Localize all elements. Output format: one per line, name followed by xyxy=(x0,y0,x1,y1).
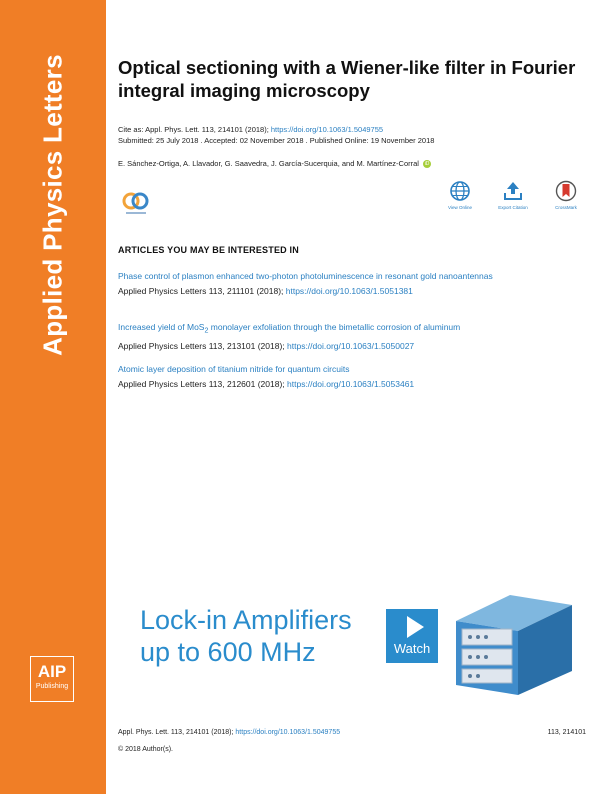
related-article-citation xyxy=(118,285,588,297)
related-article-title-link[interactable]: Atomic layer deposition of titanium nitride for quantum circuits xyxy=(118,364,350,374)
open-access-icon xyxy=(120,189,152,219)
related-article xyxy=(118,363,588,390)
related-article-title-link[interactable]: Phase control of plasmon enhanced two-photon photoluminescence in resonant gold nanoantennas xyxy=(118,271,493,281)
dates-line: Submitted: 25 July 2018 . Accepted: 02 November 2018 . Published Online: 19 November 2018 xyxy=(118,136,435,145)
footer-doi-link[interactable]: https://doi.org/10.1063/1.5049755 xyxy=(235,729,341,736)
related-doi-link[interactable]: https://doi.org/10.1063/1.5053461 xyxy=(287,379,415,389)
advertisement-banner[interactable] xyxy=(124,585,576,697)
footer-citation-text: Appl. Phys. Lett. 113, 214101 (2018); xyxy=(118,729,236,736)
ad-headline-line1: Lock-in Amplifiers xyxy=(140,605,352,635)
export-citation-button[interactable] xyxy=(493,180,533,210)
related-citation-text: Applied Physics Letters 113, 211101 (2018); xyxy=(118,286,286,296)
related-citation-text: Applied Physics Letters 113, 212601 (2018); xyxy=(118,379,288,389)
footer-page-ref: 113, 214101 xyxy=(547,729,586,736)
authors-text: E. Sánchez-Ortiga, A. Llavador, G. Saavedra, J. García-Sucerquia, and M. Martínez-Corral xyxy=(118,159,419,168)
journal-sidebar xyxy=(0,0,106,794)
crossmark-button[interactable] xyxy=(546,180,586,210)
logo-publishing-text: Publishing xyxy=(35,683,69,690)
citation-doi-link[interactable]: https://doi.org/10.1063/1.5049755 xyxy=(270,125,384,134)
footer-citation xyxy=(118,729,340,736)
ad-headline-line2: up to 600 MHz xyxy=(140,637,316,667)
watch-button[interactable] xyxy=(386,609,438,663)
crossmark-label: CrossMark xyxy=(555,205,577,210)
related-title-pre: Increased yield of MoS xyxy=(118,322,205,332)
copyright-notice: © 2018 Author(s). xyxy=(118,746,173,753)
related-article-title-link[interactable] xyxy=(118,322,461,335)
related-articles-heading: ARTICLES YOU MAY BE INTERESTED IN xyxy=(118,245,299,255)
crossmark-icon xyxy=(555,180,577,202)
watch-label: Watch xyxy=(393,641,431,656)
related-citation-text: Applied Physics Letters 113, 213101 (2018); xyxy=(118,340,288,351)
citation-text: Cite as: Appl. Phys. Lett. 113, 214101 (2018); xyxy=(118,125,271,134)
upload-icon xyxy=(502,180,524,202)
view-online-label: View Online xyxy=(448,205,472,210)
journal-name: Applied Physics Letters xyxy=(37,54,68,356)
related-doi-link[interactable]: https://doi.org/10.1063/1.5050027 xyxy=(287,340,415,351)
related-article xyxy=(118,321,588,352)
related-title-sub: 2 xyxy=(204,326,209,335)
citation-line xyxy=(118,125,383,134)
related-article xyxy=(118,270,588,297)
authors-line xyxy=(118,159,431,168)
logo-aip-text: AIP xyxy=(37,662,67,681)
article-title: Optical sectioning with a Wiener-like filter in Fourier integral imaging microscopy xyxy=(118,57,576,101)
related-article-citation xyxy=(118,378,588,390)
related-doi-link[interactable]: https://doi.org/10.1063/1.5051381 xyxy=(285,286,413,296)
lock-in-amplifier-instrument-image xyxy=(452,591,576,697)
aip-publishing-logo[interactable] xyxy=(30,656,74,702)
view-online-button[interactable] xyxy=(440,180,480,210)
export-citation-label: Export Citation xyxy=(498,205,528,210)
globe-icon xyxy=(449,180,471,202)
related-title-post: monolayer exfoliation through the bimetallic corrosion of aluminum xyxy=(208,322,461,332)
play-icon xyxy=(407,616,424,638)
orcid-icon[interactable]: iD xyxy=(424,161,430,168)
related-article-citation xyxy=(118,340,588,352)
